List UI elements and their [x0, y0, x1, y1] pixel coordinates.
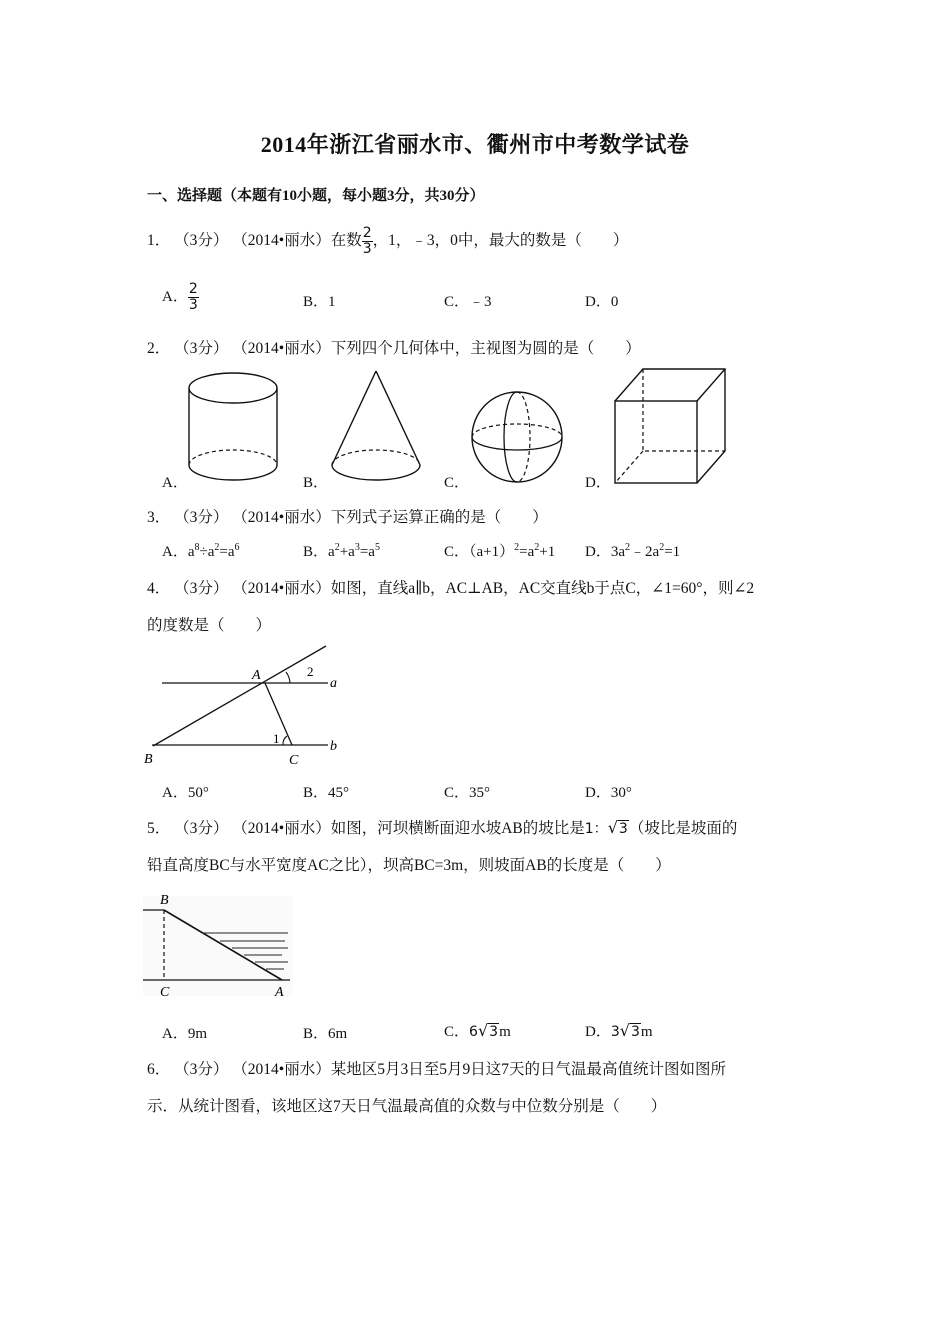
- q5-score: （3分）: [174, 820, 229, 837]
- q4-stem-text-1: 如图，直线a∥b，AC⊥AB，AC交直线b于点C，∠1=60°，则∠2: [330, 580, 755, 597]
- q5-option-c-radicand: 3: [489, 1024, 499, 1040]
- sphere-meridian-back: [517, 392, 530, 482]
- label-angle-2: 2: [307, 664, 314, 679]
- q1-option-a-fraction: [188, 282, 199, 313]
- cube-hidden-edges: [643, 369, 725, 451]
- q5-option-d-sqrt-sign: √: [619, 1021, 630, 1040]
- sphere-outline: [472, 392, 562, 482]
- sphere-meridian-front: [504, 392, 517, 482]
- q3-b-exp2: 3: [354, 542, 360, 553]
- q5-radicand: 3: [618, 821, 628, 837]
- q3-a-exp2: 2: [214, 542, 220, 553]
- q5-option-c-sqrt-sign: √: [477, 1021, 489, 1040]
- q3-b-op: +a: [339, 544, 355, 560]
- page-title: 2014年浙江省丽水市、衢州市中考数学试卷: [260, 132, 690, 157]
- q5-option-b[interactable]: B．6m: [303, 1026, 348, 1042]
- q5-option-d-radicand: 3: [630, 1024, 640, 1040]
- q4-option-c[interactable]: C．35°: [444, 785, 491, 801]
- q2-score: （3分）: [174, 340, 229, 357]
- section-heading: 一、选择题（本题有10小题，每小题3分，共30分）: [147, 188, 485, 204]
- q3-option-a[interactable]: [162, 540, 240, 561]
- q1-option-a-numerator: 2: [188, 281, 198, 298]
- q5-option-c-unit: m: [499, 1024, 511, 1040]
- q1-number: 1．: [147, 232, 171, 250]
- q2-option-c[interactable]: C．: [444, 475, 470, 491]
- question-5-stem-line1: [147, 816, 737, 838]
- cube-front-face: [615, 401, 697, 483]
- q3-stem-text: 下列式子运算正确的是（ ）: [330, 509, 548, 526]
- q6-source: （2014•丽水）: [232, 1061, 331, 1078]
- question-6-stem-line1: [147, 1057, 726, 1079]
- q5-ratio: 1：: [584, 821, 608, 837]
- q1-fraction-numerator: 2: [362, 225, 372, 241]
- q5-number: 5．: [147, 820, 171, 837]
- label-dam-C: C: [160, 985, 170, 1000]
- sphere-figure: [470, 390, 566, 486]
- q5-option-a[interactable]: A．9m: [162, 1026, 208, 1042]
- q4-option-d[interactable]: D．30°: [585, 785, 632, 801]
- q3-option-d[interactable]: [585, 540, 680, 561]
- q3-b-exp1: 2: [334, 542, 340, 553]
- cube-figure: [612, 366, 732, 488]
- q3-number: 3．: [147, 509, 171, 526]
- q1-option-b[interactable]: B．1: [303, 294, 336, 310]
- line-ba-extended: [153, 646, 326, 746]
- q3-d-op: ﹣2a: [630, 544, 660, 560]
- cone-base-front: [332, 465, 420, 480]
- q5-stem-b: （坡比是坡面的: [628, 820, 738, 837]
- q3-c-exp1: 2: [514, 542, 520, 553]
- q5-option-c[interactable]: [444, 1020, 511, 1041]
- q5-source: （2014•丽水）: [232, 820, 331, 837]
- q1-option-c[interactable]: C．﹣3: [444, 294, 492, 310]
- q5-dam-figure: [140, 888, 300, 1003]
- q5-option-c-coef: 6: [469, 1024, 478, 1040]
- label-dam-A: A: [275, 985, 284, 1000]
- q3-b-eq: =a: [359, 544, 375, 560]
- q2-number: 2．: [147, 340, 171, 357]
- q3-a-op: ÷a: [199, 544, 215, 560]
- q2-source: （2014•丽水）: [232, 340, 331, 357]
- q3-b-exp3: 5: [374, 542, 380, 553]
- question-4-stem-line1: [147, 576, 754, 598]
- q3-a-exp3: 6: [234, 542, 240, 553]
- label-angle-1: 1: [273, 731, 280, 746]
- question-3-stem: [147, 505, 548, 527]
- cone-figure: [328, 368, 428, 488]
- cone-left-edge: [332, 371, 376, 465]
- q3-d-base: 3a: [610, 544, 626, 560]
- q5-stem-a: 如图，河坝横断面迎水坡AB的坡比是: [330, 820, 585, 837]
- q3-option-b-label: B．: [303, 544, 329, 560]
- q3-score: （3分）: [174, 509, 229, 526]
- sphere-equator-back: [472, 424, 562, 437]
- q3-option-c[interactable]: [444, 540, 555, 561]
- q3-a-base: a: [187, 544, 195, 560]
- q2-option-b[interactable]: B．: [303, 475, 329, 491]
- q4-source: （2014•丽水）: [232, 580, 331, 597]
- q1-stem-b: ，1，﹣3，0中，最大的数是（ ）: [372, 232, 629, 250]
- label-dam-B: B: [160, 893, 169, 908]
- sphere-equator-front: [472, 437, 562, 450]
- q2-option-d[interactable]: D．: [585, 475, 611, 491]
- q1-option-a-denominator: 3: [188, 297, 198, 314]
- q3-c-exp2: 2: [534, 542, 540, 553]
- q4-option-b[interactable]: B．45°: [303, 785, 350, 801]
- q3-option-b[interactable]: [303, 540, 380, 561]
- cone-right-edge: [376, 371, 420, 465]
- question-4-stem-line2: 的度数是（ ）: [147, 617, 272, 634]
- question-2-stem: [147, 336, 641, 358]
- q1-option-a[interactable]: [162, 282, 199, 313]
- q1-stem-a: 在数: [330, 232, 362, 250]
- q1-score: （3分）: [174, 232, 229, 250]
- q4-option-a[interactable]: A．50°: [162, 785, 209, 801]
- q1-fraction: [362, 226, 373, 257]
- q4-score: （3分）: [174, 580, 229, 597]
- q3-d-exp1: 2: [625, 542, 631, 553]
- q6-stem-text-1: 某地区5月3日至5月9日这7天的日气温最高值统计图如图所: [330, 1061, 726, 1078]
- q4-number: 4．: [147, 580, 171, 597]
- q5-option-d-label: D．: [585, 1024, 611, 1040]
- q3-b-base: a: [328, 544, 335, 560]
- cube-top-right-edges: [615, 369, 725, 483]
- cylinder-top: [189, 373, 277, 403]
- q3-source: （2014•丽水）: [232, 509, 331, 526]
- question-6-stem-line2: 示．从统计图看，该地区这7天日气温最高值的众数与中位数分别是（ ）: [147, 1098, 667, 1115]
- cube-hidden-diagonal: [615, 451, 643, 483]
- q1-option-a-label: A．: [162, 289, 188, 305]
- label-A: A: [252, 668, 261, 683]
- cylinder-figure: [185, 370, 285, 485]
- question-1-stem: [147, 226, 628, 257]
- label-line-a: a: [330, 676, 337, 691]
- q2-option-a[interactable]: A．: [162, 475, 188, 491]
- q1-option-d[interactable]: D．0: [585, 294, 619, 310]
- q3-c-base: （a+1）: [469, 544, 515, 560]
- q3-a-eq: =a: [219, 544, 235, 560]
- q5-sqrt-sign: √: [607, 818, 618, 837]
- cone-base-back: [332, 450, 420, 465]
- q5-option-d[interactable]: [585, 1020, 653, 1041]
- cube-top-edge: [697, 369, 725, 401]
- q3-d-exp2: 2: [659, 542, 665, 553]
- cylinder-bottom-back: [189, 450, 277, 465]
- label-B: B: [144, 752, 153, 767]
- q3-option-d-label: D．: [585, 544, 611, 560]
- q1-source: （2014•丽水）: [232, 232, 331, 250]
- angle-1-arc: [283, 736, 287, 745]
- cylinder-bottom-front: [189, 465, 277, 480]
- q1-fraction-denominator: 3: [362, 241, 372, 257]
- q3-d-tail: =1: [664, 544, 681, 560]
- q3-c-eq: =a: [519, 544, 535, 560]
- q5-option-c-label: C．: [444, 1024, 470, 1040]
- q3-option-a-label: A．: [162, 544, 188, 560]
- q6-number: 6．: [147, 1061, 171, 1078]
- angle-2-arc: [286, 672, 290, 683]
- question-5-stem-line2: 铅直高度BC与水平宽度AC之比），坝高BC=3m，则坡面AB的长度是（ ）: [147, 857, 671, 874]
- label-line-b: b: [330, 739, 337, 754]
- q3-option-c-label: C．: [444, 544, 470, 560]
- q2-stem-text: 下列四个几何体中，主视图为圆的是（ ）: [330, 340, 641, 357]
- q6-score: （3分）: [174, 1061, 229, 1078]
- q3-c-tail: +1: [539, 544, 556, 560]
- q5-option-d-unit: m: [640, 1024, 653, 1040]
- q3-a-exp1: 8: [194, 542, 200, 553]
- q4-figure: [140, 640, 350, 770]
- label-C: C: [289, 753, 299, 768]
- q5-option-d-coef: 3: [610, 1024, 620, 1040]
